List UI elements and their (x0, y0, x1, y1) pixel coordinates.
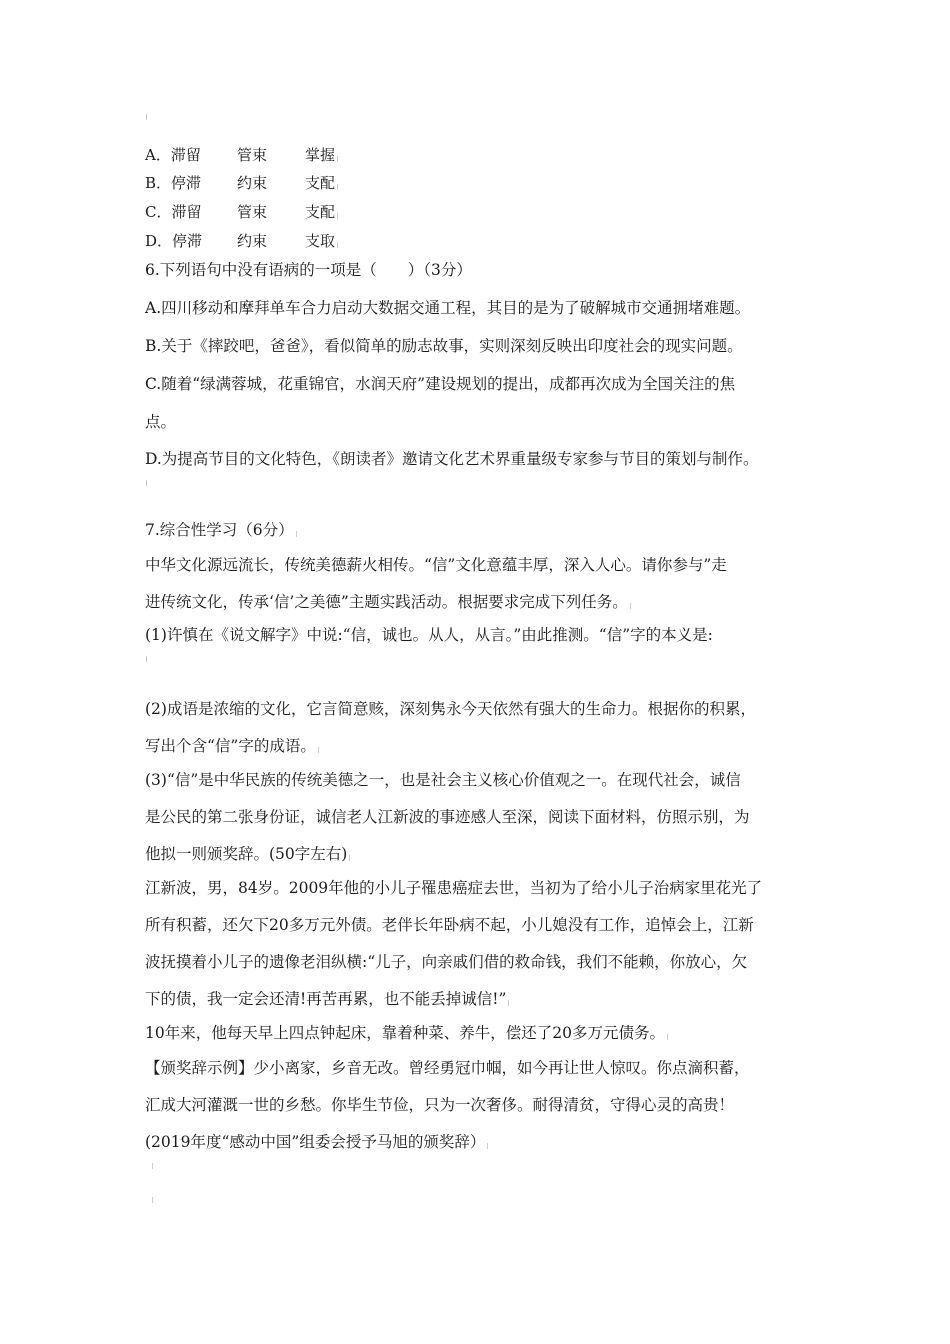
story-line3: 波抚摸着小儿子的遗像老泪纵横:“儿子，向亲戚们借的救命钱，我们不能赖，你放心，欠 (145, 953, 748, 971)
option-word: 管束 (237, 146, 268, 164)
story-line2: 所有积蓄，还欠下20多万元外债。老伴长年卧病不起，小儿媳没有工作，追悼会上，江新 (145, 916, 754, 934)
paragraph-mark (487, 1143, 490, 1149)
paragraph-mark (146, 656, 149, 662)
paragraph-mark (349, 855, 352, 861)
example-line1: 【颁奖辞示例】少小离家，乡音无改。曾经勇冠巾帼，如今再让世人惊叹。你点滴积蓄， (145, 1059, 750, 1077)
paragraph-mark (337, 156, 340, 162)
q6-option-a: A.四川移动和摩拜单车合力启动大数据交通工程，其目的是为了破解城市交通拥堵难题。 (145, 299, 751, 317)
option-label: D．停滞 (145, 232, 203, 250)
story-line1: 江新波，男，84岁。2009年他的小儿子罹患癌症去世，当初为了给小儿子治病家里花光了 (145, 879, 763, 897)
q7-part2-line2-text: 写出个含“信”字的成语。 (145, 737, 316, 755)
paragraph-mark (667, 1034, 670, 1040)
q7-intro-line1: 中华文化源远流长，传统美德薪火相传。“信”文化意蕴丰厚，深入人心。请你参与”走 (145, 556, 727, 574)
q7-part3-line3 (145, 847, 352, 863)
paragraph-mark (508, 1000, 511, 1006)
story-line4-text: 下的债，我一定会还清!再苦再累，也不能丢掉诚信!” (145, 990, 507, 1008)
q7-title (145, 523, 299, 539)
option-word: 支取 (305, 232, 336, 250)
q7-intro-line2 (145, 595, 633, 611)
q5-option-b (145, 176, 340, 191)
story-line4 (145, 992, 511, 1008)
q7-part2-line1: (2)成语是浓缩的文化，它言简意赅，深刻隽永今天依然有强大的生命力。根据你的积累， (145, 700, 756, 718)
paragraph-mark (630, 603, 633, 609)
option-word: 掌握 (305, 146, 336, 164)
option-word: 管束 (237, 203, 268, 221)
option-label: C．滞留 (145, 203, 202, 221)
q5-option-a (145, 148, 340, 163)
q6-option-c-line2: 点。 (145, 413, 177, 431)
example-line2: 汇成大河灌溉一世的乡愁。你毕生节俭，只为一次奢侈。耐得清贫，守得心灵的高贵！ (145, 1096, 735, 1114)
q7-part2-line2 (145, 739, 321, 755)
example-line3 (145, 1135, 490, 1151)
option-label: B．停滞 (145, 174, 202, 192)
paragraph-mark (152, 1163, 155, 1169)
story-line5 (145, 1026, 670, 1042)
q5-option-d (145, 234, 340, 249)
paragraph-mark (146, 480, 149, 486)
paragraph-mark (337, 242, 340, 248)
q6-option-d: D.为提高节目的文化特色，《朗读者》邀请文化艺术界重量级专家参与节目的策划与制作。 (145, 450, 759, 468)
paragraph-mark (146, 114, 149, 120)
paragraph-mark (296, 531, 299, 537)
option-word: 约束 (237, 174, 268, 192)
q7-part3-line1: (3)“信”是中华民族的传统美德之一，也是社会主义核心价值观之一。在现代社会，诚信 (145, 771, 741, 789)
q7-part3-line2: 是公民的第二张身份证，诚信老人江新波的事迹感人至深，阅读下面材料，仿照示别，为 (145, 808, 750, 826)
paragraph-mark (337, 184, 340, 190)
example-line3-text: (2019年度“感动中国”组委会授予马旭的颁奖辞） (145, 1133, 486, 1151)
q7-intro-line2-text: 进传统文化，传承‘信’之美德”主题实践活动。根据要求完成下列任务。 (145, 593, 628, 611)
q6-stem: 6.下列语句中没有语病的一项是（ ）（3分） (145, 261, 472, 279)
option-word: 约束 (237, 232, 268, 250)
q5-option-c (145, 205, 340, 220)
q7-part3-line3-text: 他拟一则颁奖辞。(50字左右) (145, 845, 348, 863)
paragraph-mark (318, 747, 321, 753)
q6-option-c-line1: C.随着“绿满蓉城，花重锦官，水润天府”建设规划的提出，成都再次成为全国关注的焦 (145, 375, 736, 393)
story-line5-text: 10年来，他每天早上四点钟起床，靠着种菜、养牛，偿还了20多万元债务。 (145, 1024, 665, 1042)
option-word: 支配 (305, 203, 336, 221)
option-label: A．滞留 (145, 146, 201, 164)
q7-title-text: 7.综合性学习（6分） (145, 521, 294, 539)
option-word: 支配 (305, 174, 336, 192)
q7-part1: (1)许慎在《说文解字》中说:“信，诚也。从人，从言。”由此推测。“信”字的本义是: (145, 626, 713, 644)
paragraph-mark (337, 213, 340, 219)
paragraph-mark (152, 1197, 155, 1203)
q6-option-b: B.关于《摔跤吧，爸爸》，看似简单的励志故事，实则深刻反映出印度社会的现实问题。 (145, 337, 743, 355)
